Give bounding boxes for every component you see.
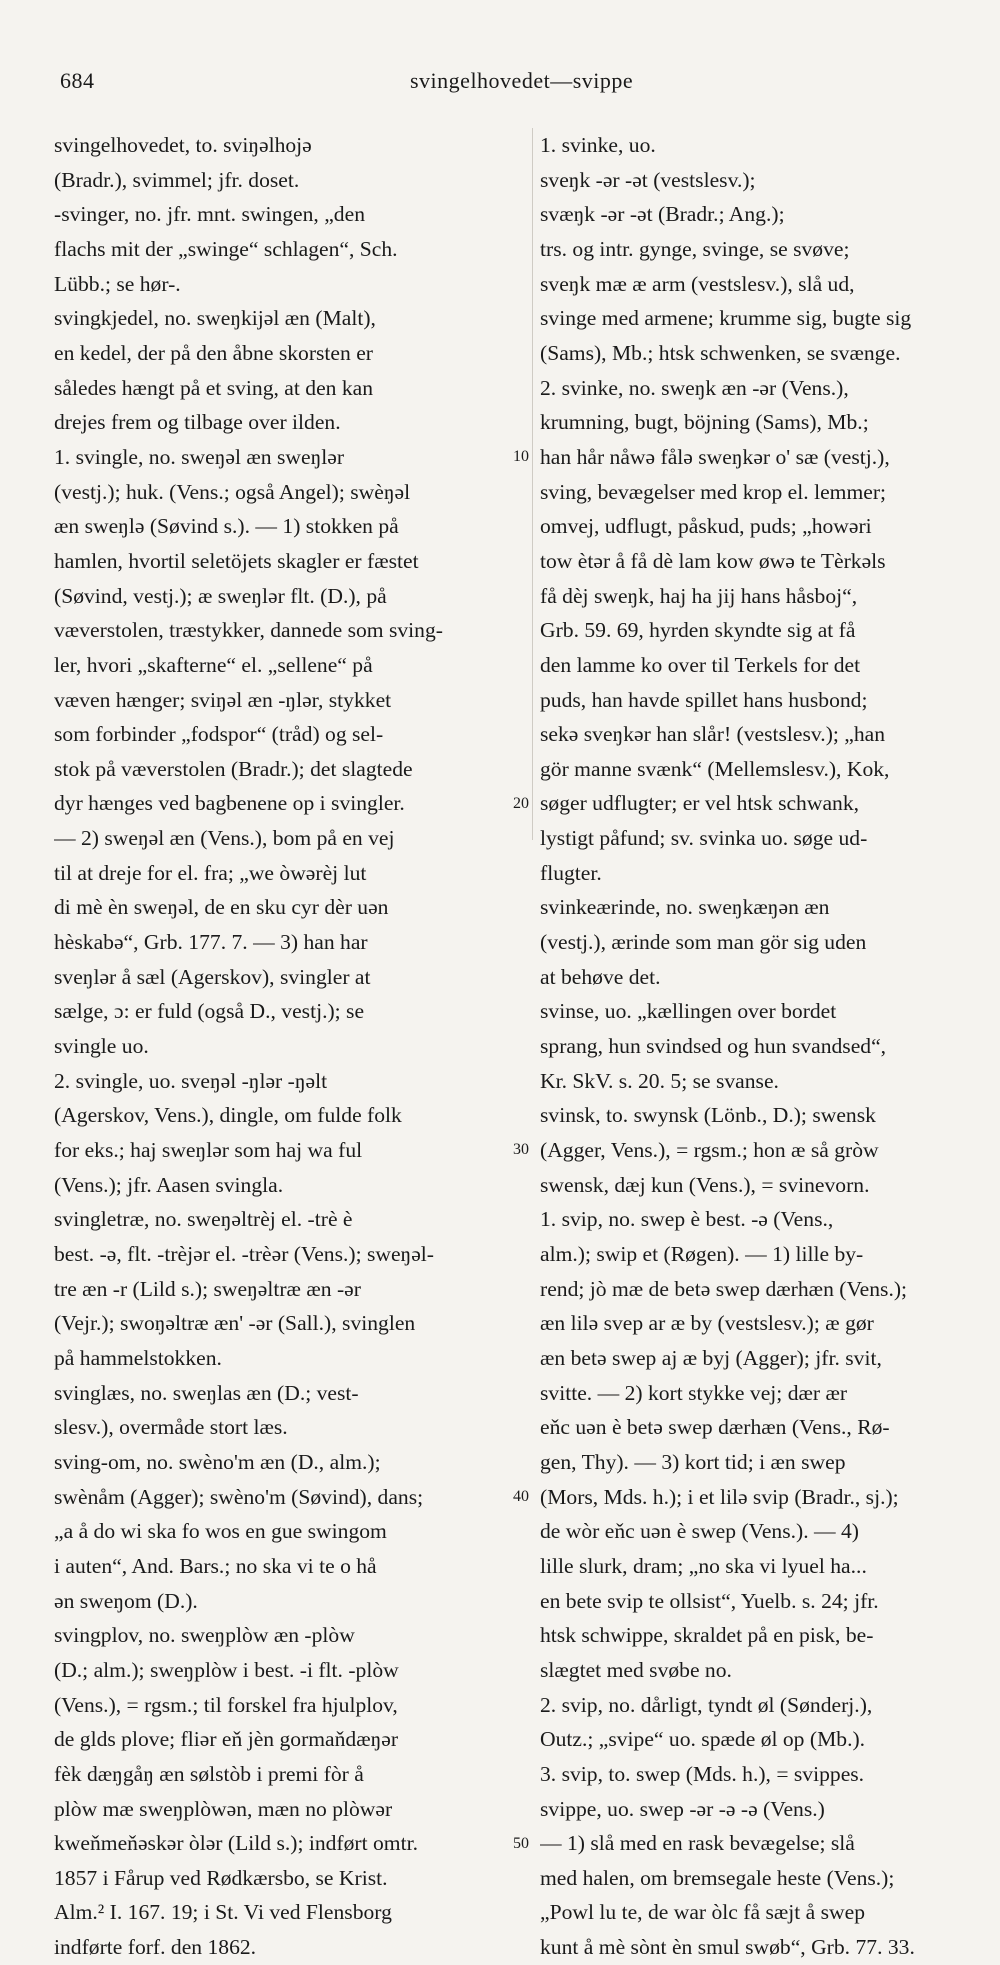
line-number: 40 [513, 1488, 529, 1506]
right-column-text-line: at behøve det. [540, 964, 661, 989]
right-column-text-line: puds, han havde spillet hans husbond; [540, 687, 868, 712]
line-number: 20 [513, 794, 529, 812]
right-column-text-line: 3. svip, to. swep (Mds. h.), = svippes. [540, 1761, 865, 1786]
left-column-text-line: svingplov, no. sweŋplòw æn -plòw [54, 1623, 355, 1648]
left-column-text-line: (Bradr.), svimmel; jfr. doset. [54, 167, 300, 192]
line-number: 10 [513, 448, 529, 466]
right-column-text-line: med halen, om bremsegale heste (Vens.); [540, 1865, 895, 1890]
right-column-text-line: sekə sveŋkər han slår! (vestslesv.); „han [540, 722, 886, 747]
left-column-text-line: slesv.), overmåde stort læs. [54, 1415, 288, 1440]
left-column-text-line: væven hænger; sviŋəl æn -ŋlər, stykket [54, 687, 392, 712]
right-column-text-line: søger udflugter; er vel htsk schwank, [540, 791, 860, 816]
right-column-text-line: sprang, hun svindsed og hun svandsed“, [540, 1034, 887, 1059]
right-column-text-line: slægtet med svøbe no. [540, 1657, 732, 1682]
column-divider [532, 128, 533, 840]
left-column-text-line: (Vens.), = rgsm.; til forskel fra hjulplov, [54, 1692, 398, 1717]
right-column-text-line: eňc uən è betə swep dærhæn (Vens., Rø- [540, 1415, 890, 1440]
left-column-text-line: swènåm (Agger); swèno'm (Søvind), dans; [54, 1484, 424, 1509]
left-column-text-line: svingelhovedet, to. sviŋəlhojə [54, 133, 312, 157]
left-column-text-line: en kedel, der på den åbne skorsten er [54, 340, 373, 365]
left-column-text-line: hèskabə“, Grb. 177. 7. — 3) han har [54, 930, 368, 955]
left-column-text-line: di mè èn sweŋəl, de en sku cyr dèr uən [54, 895, 389, 920]
left-column-text-line: Lübb.; se hør-. [54, 271, 181, 296]
right-column-text-line: kunt å mè sònt èn smul swøb“, Grb. 77. 33. [540, 1935, 915, 1960]
left-column-text-line: sving-om, no. swèno'm æn (D., alm.); [54, 1449, 381, 1474]
left-column-text-line: sveŋlər å sæl (Agerskov), svingler at [54, 964, 371, 989]
right-column-text-line: Outz.; „svipe“ uo. spæde øl op (Mb.). [540, 1727, 866, 1752]
left-column-text-line: stok på væverstolen (Bradr.); det slagtede [54, 756, 413, 781]
right-column-text-line: alm.); swip et (Røgen). — 1) lille by- [540, 1242, 864, 1266]
left-column-text-line: (vestj.); huk. (Vens.; også Angel); swèŋəl [54, 479, 411, 504]
left-column-text-line: sælge, ɔ: er fuld (også D., vestj.); se [54, 999, 365, 1024]
left-column-text-line: som forbinder „fodspor“ (tråd) og sel- [54, 722, 384, 747]
left-column-text-line: 1857 i Fårup ved Rødkærsbo, se Krist. [54, 1865, 388, 1890]
right-column-text-line: swensk, dæj kun (Vens.), = svinevorn. [540, 1172, 870, 1197]
right-column-text-line: han hår nåwə fålə sweŋkər o' sæ (vestj.), [540, 444, 890, 469]
right-column-text-line: 1. svinke, uo. [540, 133, 656, 157]
right-column-text-line: — 1) slå med en rask bevægelse; slå [540, 1831, 855, 1856]
right-column-text-line: æn betə swep aj æ byj (Agger); jfr. svit, [540, 1345, 882, 1370]
left-column-text-line: til at dreje for el. fra; „we òwərèj lut [54, 860, 367, 885]
right-column-text-line: 1. svip, no. swep è best. -ə (Vens., [540, 1207, 834, 1232]
left-column-text-line: (Vejr.); swoŋəltræ æn' -ər (Sall.), svinglen [54, 1311, 416, 1336]
left-column-text-line: (Agerskov, Vens.), dingle, om fulde folk [54, 1103, 402, 1128]
left-column-text-line: således hængt på et sving, at den kan [54, 375, 374, 400]
line-number: 30 [513, 1141, 529, 1159]
page-header [0, 68, 1000, 102]
right-column-text-line: trs. og intr. gynge, svinge, se svøve; [540, 236, 850, 261]
left-column-text-line: (Søvind, vestj.); æ sweŋlər flt. (D.), på [54, 583, 387, 608]
right-column-text-line: svinsk, to. swynsk (Lönb., D.); swensk [540, 1103, 876, 1128]
right-column-text-line: svitte. — 2) kort stykke vej; dær ær [540, 1380, 848, 1405]
right-column-text-line: gen, Thy). — 3) kort tid; i æn swep [540, 1449, 846, 1474]
right-column-text-line: rend; jò mæ de betə swep dærhæn (Vens.); [540, 1276, 908, 1301]
right-column-text-line: tow ètər å få dè lam kow øwə te Tèrkəls [540, 548, 886, 573]
left-column-text-line: — 2) sweŋəl æn (Vens.), bom på en vej [54, 826, 395, 851]
left-column-text-line: svinglæs, no. sweŋlas æn (D.; vest- [54, 1380, 359, 1405]
left-column-text-line: svingletræ, no. sweŋəltrèj el. -trè è [54, 1207, 353, 1232]
right-column-text-line: æn lilə svep ar æ by (vestslesv.); æ gør [540, 1311, 874, 1336]
right-column-text-line: Kr. SkV. s. 20. 5; se svanse. [540, 1068, 779, 1093]
left-column-text-line: svingle uo. [54, 1034, 149, 1059]
left-column [54, 128, 527, 1965]
left-column-text-line: kweňmeňəskər òlər (Lild s.); indført omtr. [54, 1831, 419, 1856]
right-column-text-line: gör manne svænk“ (Mellemslesv.), Kok, [540, 756, 890, 781]
left-column-text-line: svingkjedel, no. sweŋkijəl æn (Malt), [54, 306, 376, 331]
left-column-text-line: best. -ə, flt. -trèjər el. -trèər (Vens.); sweŋəl- [54, 1242, 434, 1266]
right-column [540, 128, 975, 1965]
right-column-text-line: (Mors, Mds. h.); i et lilə svip (Bradr., sj.); [540, 1484, 899, 1509]
left-column-text-line: for eks.; haj sweŋlər som haj wa ful [54, 1138, 363, 1163]
left-column-text-line: indførte forf. den 1862. [54, 1935, 257, 1960]
left-column-text-line: fèk dæŋgåŋ æn sølstòb i premi fòr å [54, 1761, 364, 1786]
right-column-text-line: htsk schwippe, skraldet på en pisk, be- [540, 1623, 874, 1648]
left-column-text-line: de glds plove; fliər eň jèn gormaňdæŋər [54, 1727, 399, 1752]
left-column-text-line: 1. svingle, no. sweŋəl æn sweŋlər [54, 444, 345, 469]
right-column-text-line: svinge med armene; krumme sig, bugte sig [540, 306, 912, 331]
right-column-text-line: „Powl lu te, de war òlc få sæjt å swep [540, 1900, 866, 1925]
right-column-text-line: svinse, uo. „kællingen over bordet [540, 999, 837, 1024]
page-number: 684 [60, 68, 95, 93]
running-head: svingelhovedet—svippe [410, 68, 634, 93]
left-column-text-line: væverstolen, træstykker, dannede som sving- [54, 618, 443, 643]
right-column-text-line: (Agger, Vens.), = rgsm.; hon æ så gròw [540, 1138, 879, 1163]
left-column-text-line: Alm.² I. 167. 19; i St. Vi ved Flensborg [54, 1900, 392, 1925]
left-column-text-line: hamlen, hvortil seletöjets skagler er fæstet [54, 548, 419, 573]
right-column-text-line: få dèj sweŋk, haj ha jij hans håsboj“, [540, 583, 858, 608]
left-column-text-line: på hammelstokken. [54, 1345, 222, 1370]
left-column-text-line: drejes frem og tilbage over ilden. [54, 410, 341, 435]
left-column-text-line: (D.; alm.); sweŋplòw i best. -i flt. -plòw [54, 1657, 399, 1682]
left-column-text-line: æn sweŋlə (Søvind s.). — 1) stokken på [54, 514, 399, 539]
right-column-text-line: Grb. 59. 69, hyrden skyndte sig at få [540, 618, 856, 643]
right-column-text-line: flugter. [540, 860, 602, 885]
right-column-text-line: sving, bevægelser med krop el. lemmer; [540, 479, 887, 504]
right-column-text-line: sveŋk -ər -ət (vestslesv.); [540, 167, 756, 192]
right-column-text-line: en bete svip te ollsist“, Yuelb. s. 24; jfr. [540, 1588, 879, 1613]
right-column-text-line: de wòr eňc uən è swep (Vens.). — 4) [540, 1519, 860, 1544]
line-number: 50 [513, 1834, 529, 1852]
right-column-text-line: (Sams), Mb.; htsk schwenken, se svænge. [540, 340, 901, 365]
right-column-text-line: svinkeærinde, no. sweŋkæŋən æn [540, 895, 830, 920]
left-column-text-line: (Vens.); jfr. Aasen svingla. [54, 1172, 284, 1197]
left-column-text-line: plòw mæ sweŋplòwən, mæn no plòwər [54, 1796, 393, 1821]
left-column-text-line: -svinger, no. jfr. mnt. swingen, „den [54, 202, 365, 227]
left-column-text-line: flachs mit der „swinge“ schlagen“, Sch. [54, 236, 398, 261]
right-column-text-line: 2. svip, no. dårligt, tyndt øl (Sønderj.), [540, 1692, 873, 1717]
left-column-text-line: ler, hvori „skafterne“ el. „sellene“ på [54, 652, 373, 677]
left-column-text-line: tre æn -r (Lild s.); sweŋəltræ æn -ər [54, 1276, 361, 1301]
right-column-text-line: omvej, udflugt, påskud, puds; „howəri [540, 514, 872, 539]
right-column-text-line: sveŋk mæ æ arm (vestslesv.), slå ud, [540, 271, 855, 296]
left-column-text-line: i auten“, And. Bars.; no ska vi te o hå [54, 1553, 377, 1578]
left-column-text-line: „a å do wi ska fo wos en gue swingom [54, 1519, 387, 1544]
right-column-text-line: svippe, uo. swep -ər -ə -ə (Vens.) [540, 1796, 825, 1821]
right-column-text-line: 2. svinke, no. sweŋk æn -ər (Vens.), [540, 375, 849, 400]
left-column-text-line: ən sweŋom (D.). [54, 1588, 198, 1613]
right-column-text-line: den lamme ko over til Terkels for det [540, 652, 861, 677]
right-column-text-line: svæŋk -ər -ət (Bradr.; Ang.); [540, 202, 785, 227]
left-column-text-line: 2. svingle, uo. sveŋəl -ŋlər -ŋəlt [54, 1068, 328, 1093]
right-column-text-line: krumning, bugt, böjning (Sams), Mb.; [540, 410, 869, 435]
right-column-text-line: lille slurk, dram; „no ska vi lyuel ha... [540, 1553, 867, 1578]
right-column-text-line: (vestj.), ærinde som man gör sig uden [540, 930, 867, 955]
right-column-text-line: lystigt påfund; sv. svinka uo. søge ud- [540, 826, 868, 851]
left-column-text-line: dyr hænges ved bagbenene op i svingler. [54, 791, 405, 816]
